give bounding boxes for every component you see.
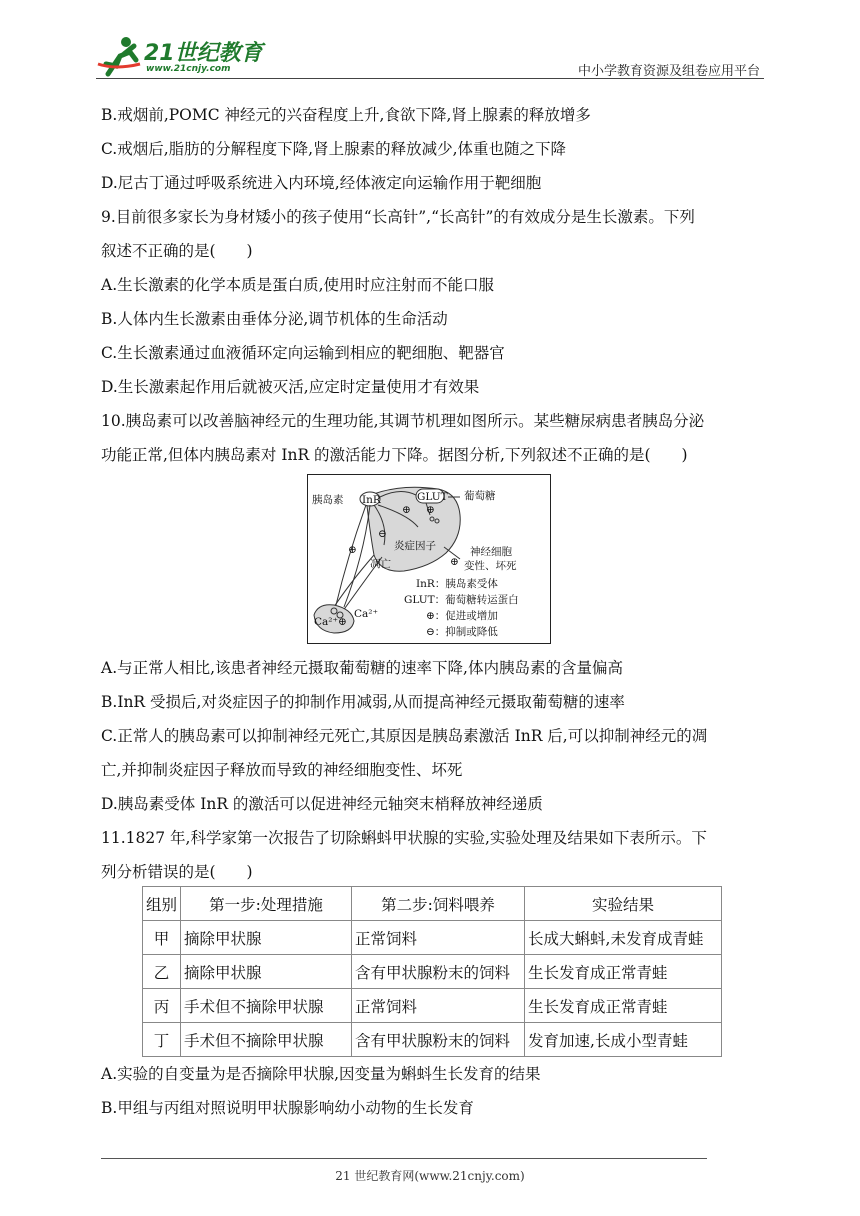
option-d: D.生长激素起作用后就被灭活,应定时定量使用才有效果 [101,378,480,396]
apoptosis-label: 凋亡 [370,558,391,570]
table-cell: 含有甲状腺粉末的饲料 [352,955,525,989]
option-a: A.生长激素的化学本质是蛋白质,使用时应注射而不能口服 [101,276,495,294]
table-cell: 生长发育成正常青蛙 [525,955,722,989]
table-row [143,921,722,955]
question-10-stem: 10.胰岛素可以改善脑神经元的生理功能,其调节机理如图所示。某些糖尿病患者胰岛分泌 [101,412,705,430]
calcium-label: Ca²⁺ [354,608,379,620]
option-c-continued: 亡,并抑制炎症因子释放而导致的神经细胞变性、坏死 [101,761,463,779]
text-line: B.戒烟前,POMC 神经元的兴奋程度上升,食欲下降,肾上腺素的释放增多 [101,106,591,124]
text-line: C.戒烟后,脂肪的分解程度下降,肾上腺素的释放减少,体重也随之下降 [101,140,567,158]
question-9-stem: 叙述不正确的是( ) [101,242,253,260]
column-header: 第二步:饲料喂养 [352,887,525,921]
logo-url: www.21cnjy.com [146,64,231,74]
insulin-label: 胰岛素 [312,494,344,506]
svg-text:⊕: ⊕ [450,556,459,568]
site-logo [96,34,266,80]
option-c: C.生长激素通过血液循环定向运输到相应的靶细胞、靶器官 [101,344,505,362]
degeneration-label-1: 神经细胞 [470,546,512,558]
logo-text: 21世纪教育 [144,41,263,66]
runner-logo-icon [96,34,144,78]
footer-divider [101,1158,707,1159]
header-platform-text: 中小学教育资源及组卷应用平台 [577,64,760,79]
table-cell: 丙 [143,989,181,1023]
table-cell: 丁 [143,1023,181,1057]
degeneration-label-2: 变性、坏死 [464,560,517,572]
page-footer: 21 世纪教育网(www.21cnjy.com) [335,1169,525,1183]
table-cell: 乙 [143,955,181,989]
table-cell: 手术但不摘除甲状腺 [181,989,352,1023]
option-a: A.与正常人相比,该患者神经元摄取葡萄糖的速率下降,体内胰岛素的含量偏高 [101,659,623,677]
glut-label: GLUT [417,491,448,503]
text-line: D.尼古丁通过呼吸系统进入内环境,经体液定向运输作用于靶细胞 [101,174,542,192]
inflammatory-factor-label: 炎症因子 [394,540,436,552]
column-header: 第一步:处理措施 [181,887,352,921]
question-9-stem: 9.目前很多家长为身材矮小的孩子使用“长高针”,“长高针”的有效成分是生长激素。下列 [101,208,695,226]
table-cell: 长成大蝌蚪,未发育成青蛙 [525,921,722,955]
question-11-stem: 11.1827 年,科学家第一次报告了切除蝌蚪甲状腺的实验,实验处理及结果如下表所示。下 [101,829,707,847]
option-b: B.甲组与丙组对照说明甲状腺影响幼小动物的生长发育 [101,1099,474,1117]
svg-text:⊕: ⊕ [338,616,347,628]
table-row [143,1023,722,1057]
table-cell: 手术但不摘除甲状腺 [181,1023,352,1057]
legend-inr: InR：胰岛素受体 [416,578,498,590]
header-divider [96,78,764,79]
option-b: B.InR 受损后,对炎症因子的抑制作用减弱,从而提高神经元摄取葡萄糖的速率 [101,693,625,711]
table-cell: 发育加速,长成小型青蛙 [525,1023,722,1057]
table-cell: 摘除甲状腺 [181,921,352,955]
column-header: 实验结果 [525,887,722,921]
svg-text:⊕: ⊕ [426,504,435,516]
inr-label: InR [362,494,381,506]
option-c: C.正常人的胰岛素可以抑制神经元死亡,其原因是胰岛素激活 InR 后,可以抑制神经元的凋 [101,727,708,745]
option-a: A.实验的自变量为是否摘除甲状腺,因变量为蝌蚪生长发育的结果 [101,1065,541,1083]
column-header: 组别 [143,887,181,921]
table-cell: 含有甲状腺粉末的饲料 [352,1023,525,1057]
insulin-mechanism-figure [307,474,551,644]
table-header-row [143,887,722,921]
glucose-label: 葡萄糖 [464,490,496,502]
table-cell: 正常饲料 [352,989,525,1023]
table-cell: 摘除甲状腺 [181,955,352,989]
page-header [96,34,764,80]
table-cell: 正常饲料 [352,921,525,955]
svg-text:⊕: ⊕ [348,544,357,556]
experiment-table [142,886,722,1057]
table-row [143,955,722,989]
table-cell: 生长发育成正常青蛙 [525,989,722,1023]
table-cell: 甲 [143,921,181,955]
svg-text:⊕: ⊕ [402,504,411,516]
legend-plus: ⊕：促进或增加 [426,610,498,622]
legend-minus: ⊖：抑制或降低 [426,626,498,638]
calcium-label: Ca²⁺ [314,616,339,628]
legend-glut: GLUT：葡萄糖转运蛋白 [404,594,519,606]
option-d: D.胰岛素受体 InR 的激活可以促进神经元轴突末梢释放神经递质 [101,795,543,813]
question-10-stem: 功能正常,但体内胰岛素对 InR 的激活能力下降。据图分析,下列叙述不正确的是( ) [101,446,688,464]
option-b: B.人体内生长激素由垂体分泌,调节机体的生命活动 [101,310,448,328]
svg-text:⊖: ⊖ [378,528,387,540]
table-row [143,989,722,1023]
question-11-stem: 列分析错误的是( ) [101,863,253,881]
